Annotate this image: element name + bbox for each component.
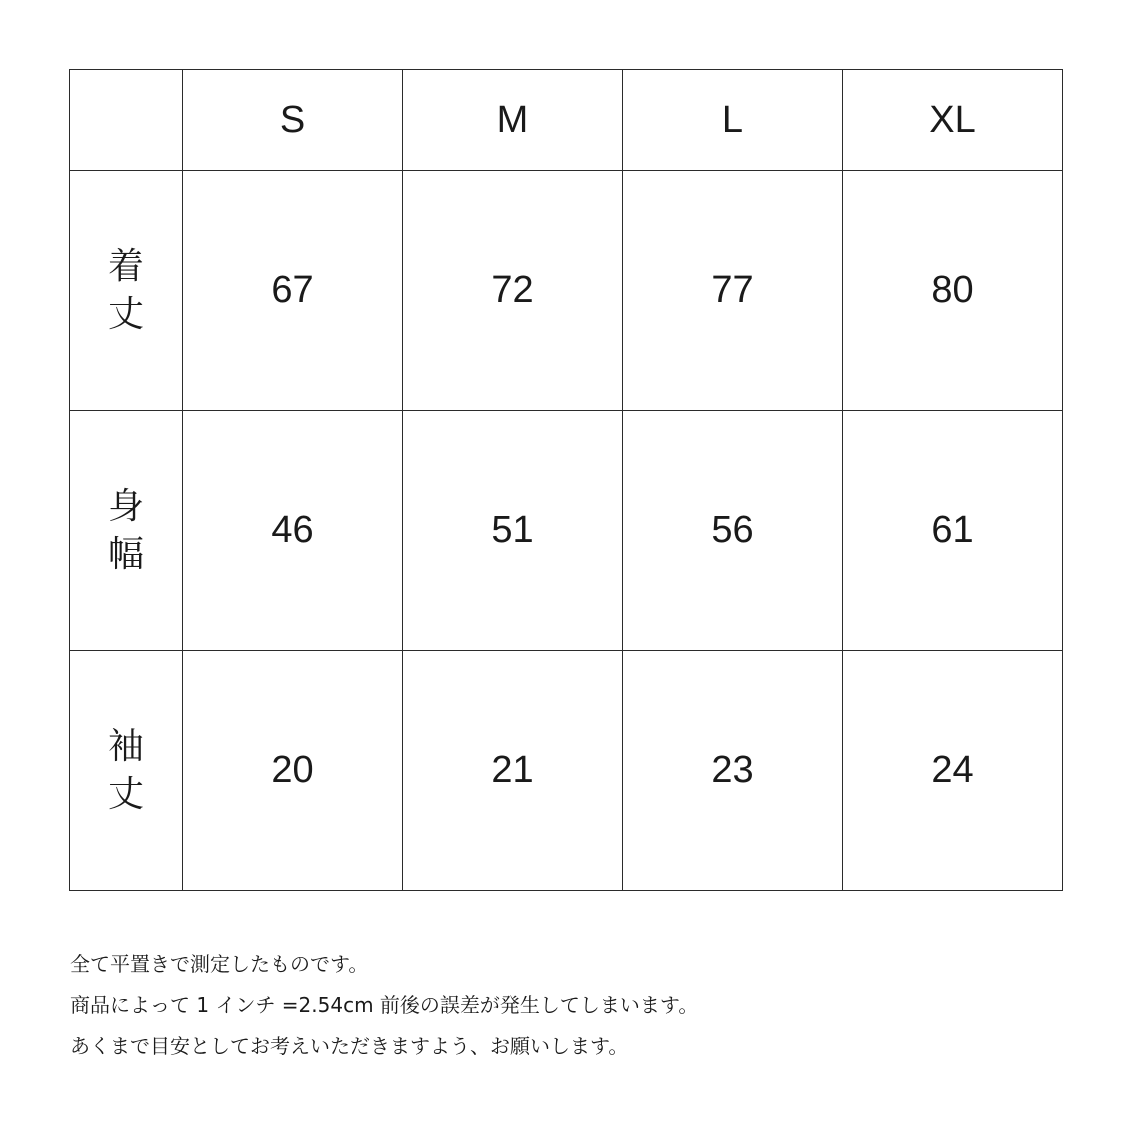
table-row-sleeve bbox=[70, 651, 1063, 891]
table-row-width bbox=[70, 411, 1063, 651]
note-line: 全て平置きで測定したものです。 bbox=[70, 952, 369, 976]
row-label-sleeve-char2: 丈 bbox=[107, 773, 144, 815]
sleeve-value-s: 20 bbox=[183, 651, 403, 891]
row-label-length bbox=[70, 171, 183, 411]
size-header-m: M bbox=[403, 70, 623, 171]
sleeve-value-xl: 24 bbox=[843, 651, 1063, 891]
length-value-xl: 80 bbox=[843, 171, 1063, 411]
size-header-l: L bbox=[623, 70, 843, 171]
size-header-row bbox=[70, 70, 1063, 171]
row-label-length-char1: 着 bbox=[107, 245, 144, 287]
row-label-length-char2: 丈 bbox=[107, 293, 144, 335]
row-label-width-char1: 身 bbox=[107, 485, 144, 527]
row-label-sleeve bbox=[70, 651, 183, 891]
table-row-length bbox=[70, 171, 1063, 411]
width-value-xl: 61 bbox=[843, 411, 1063, 651]
sleeve-value-m: 21 bbox=[403, 651, 623, 891]
size-header-xl: XL bbox=[843, 70, 1063, 171]
measurement-notes bbox=[70, 944, 698, 1067]
width-value-s: 46 bbox=[183, 411, 403, 651]
note-line: あくまで目安としてお考えいただきますよう、お願いします。 bbox=[70, 1034, 629, 1058]
length-value-s: 67 bbox=[183, 171, 403, 411]
size-chart-table bbox=[69, 69, 1063, 891]
width-value-l: 56 bbox=[623, 411, 843, 651]
row-label-sleeve-char1: 袖 bbox=[107, 725, 144, 767]
sleeve-value-l: 23 bbox=[623, 651, 843, 891]
size-header-s: S bbox=[183, 70, 403, 171]
row-label-width-char2: 幅 bbox=[107, 533, 144, 575]
note-line: 商品によって 1 インチ =2.54cm 前後の誤差が発生してしまいます。 bbox=[70, 993, 699, 1017]
row-label-width bbox=[70, 411, 183, 651]
length-value-l: 77 bbox=[623, 171, 843, 411]
length-value-m: 72 bbox=[403, 171, 623, 411]
width-value-m: 51 bbox=[403, 411, 623, 651]
corner-cell bbox=[70, 70, 183, 171]
